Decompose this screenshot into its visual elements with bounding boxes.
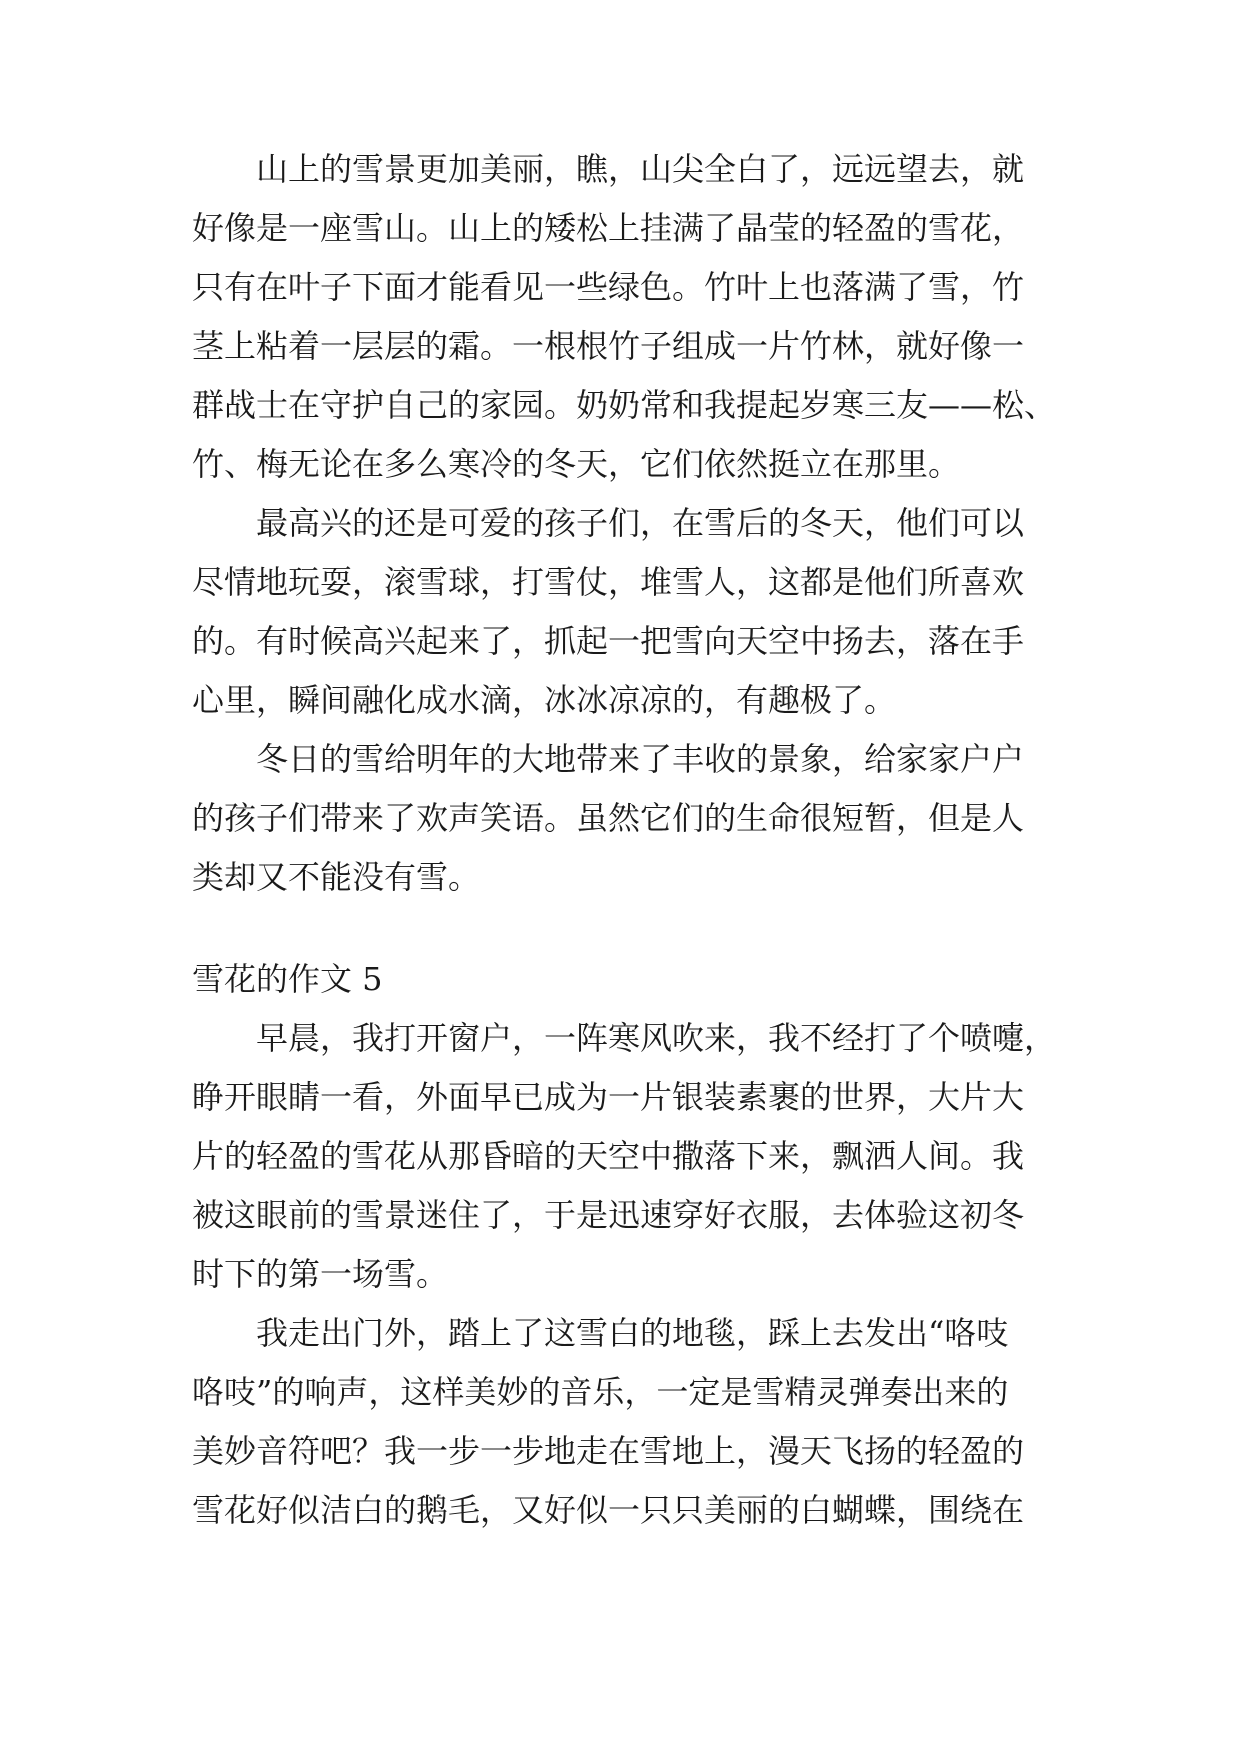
- paragraph-line: 的孩子们带来了欢声笑语。虽然它们的生命很短暂，但是人: [192, 799, 1025, 837]
- paragraph-line: 咯吱”的响声，这样美妙的音乐，一定是雪精灵弹奏出来的: [192, 1373, 1009, 1411]
- paragraph-line: 美妙音符吧？我一步一步地走在雪地上，漫天飞扬的轻盈的: [192, 1432, 1025, 1470]
- paragraph-line: 时下的第一场雪。: [192, 1255, 449, 1293]
- paragraph-line: 群战士在守护自己的家园。奶奶常和我提起岁寒三友——松、: [192, 386, 1057, 424]
- paragraph-line: 茎上粘着一层层的霜。一根根竹子组成一片竹林，就好像一: [192, 327, 1025, 365]
- paragraph-line: 山上的雪景更加美丽，瞧，山尖全白了，远远望去，就: [256, 150, 1025, 188]
- paragraph-line: 尽情地玩耍，滚雪球，打雪仗，堆雪人，这都是他们所喜欢: [192, 563, 1025, 601]
- paragraph-line: 只有在叶子下面才能看见一些绿色。竹叶上也落满了雪，竹: [192, 268, 1025, 306]
- paragraph-line: 早晨，我打开窗户，一阵寒风吹来，我不经打了个喷嚏，: [256, 1019, 1057, 1057]
- paragraph-line: 被这眼前的雪景迷住了，于是迅速穿好衣服，去体验这初冬: [192, 1196, 1025, 1234]
- paragraph-line: 雪花好似洁白的鹅毛，又好似一只只美丽的白蝴蝶，围绕在: [192, 1491, 1025, 1529]
- paragraph-line: 片的轻盈的雪花从那昏暗的天空中撒落下来，飘洒人间。我: [192, 1137, 1025, 1175]
- paragraph-line: 好像是一座雪山。山上的矮松上挂满了晶莹的轻盈的雪花，: [192, 209, 1025, 247]
- paragraph-line: 的。有时候高兴起来了，抓起一把雪向天空中扬去，落在手: [192, 622, 1025, 660]
- paragraph-line: 竹、梅无论在多么寒冷的冬天，它们依然挺立在那里。: [192, 445, 961, 483]
- paragraph-line: 冬日的雪给明年的大地带来了丰收的景象，给家家户户: [256, 740, 1025, 778]
- paragraph-line: 类却又不能没有雪。: [192, 858, 481, 896]
- paragraph-line: 睁开眼睛一看，外面早已成为一片银装素裹的世界，大片大: [192, 1078, 1025, 1116]
- paragraph-line: 最高兴的还是可爱的孩子们，在雪后的冬天，他们可以: [256, 504, 1025, 542]
- paragraph-line: 我走出门外，踏上了这雪白的地毯，踩上去发出“咯吱: [256, 1314, 1009, 1352]
- section-heading: 雪花的作文 5: [192, 960, 383, 998]
- paragraph-line: 心里，瞬间融化成水滴，冰冰凉凉的，有趣极了。: [192, 681, 897, 719]
